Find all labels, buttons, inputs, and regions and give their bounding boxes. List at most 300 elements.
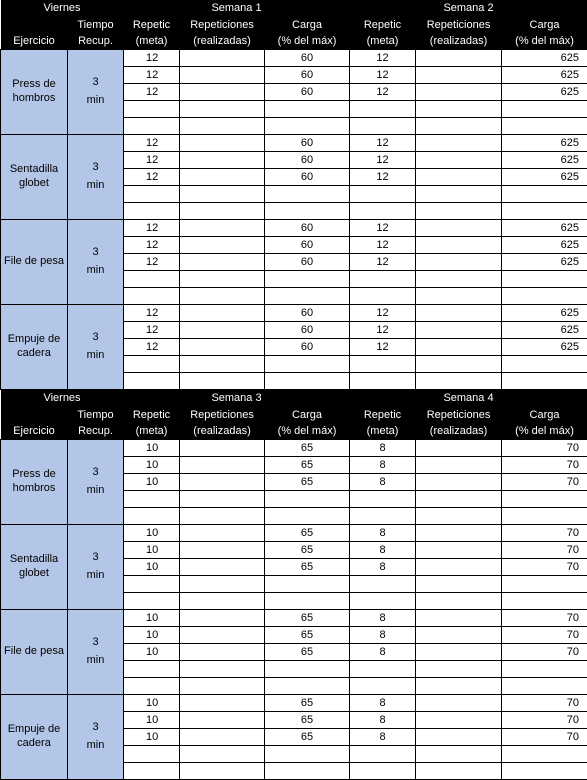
reps-goal-cell xyxy=(124,491,180,508)
reps-done-cell xyxy=(180,763,265,780)
reps-goal-cell: 8 xyxy=(350,440,416,457)
reps-done-cell xyxy=(416,457,502,474)
reps-goal-cell: 12 xyxy=(124,254,180,271)
reps-done-cell xyxy=(416,610,502,627)
reps-done-cell xyxy=(180,593,265,610)
col-header-carga-b: Carga xyxy=(502,17,587,33)
reps-done-cell xyxy=(180,525,265,542)
section-title-row xyxy=(1,0,587,17)
reps-goal-cell: 12 xyxy=(350,237,416,254)
load-cell: 65 xyxy=(265,695,350,712)
reps-done-cell xyxy=(180,84,265,101)
week-b-label: Semana 4 xyxy=(350,390,587,408)
load-cell: 70 xyxy=(502,559,587,576)
reps-done-cell xyxy=(180,271,265,288)
load-cell xyxy=(265,593,350,610)
reps-goal-cell: 12 xyxy=(350,254,416,271)
load-cell: 70 xyxy=(502,542,587,559)
load-cell: 625 xyxy=(502,135,587,152)
reps-done-cell xyxy=(180,661,265,678)
exercise-name: File de pesa xyxy=(1,610,68,695)
load-cell: 65 xyxy=(265,729,350,746)
col-header-recup: Recup. xyxy=(68,33,124,50)
reps-goal-cell: 8 xyxy=(350,729,416,746)
reps-done-cell xyxy=(180,729,265,746)
reps-goal-cell xyxy=(350,661,416,678)
reps-goal-cell: 8 xyxy=(350,457,416,474)
reps-done-cell xyxy=(416,661,502,678)
load-cell: 625 xyxy=(502,50,587,67)
load-cell xyxy=(265,356,350,373)
reps-goal-cell xyxy=(124,118,180,135)
load-cell: 625 xyxy=(502,67,587,84)
table-row xyxy=(1,610,587,627)
day-label: Viernes xyxy=(1,0,124,17)
rest-time xyxy=(68,50,124,135)
reps-goal-cell xyxy=(124,678,180,695)
reps-goal-cell xyxy=(124,101,180,118)
reps-goal-cell xyxy=(350,271,416,288)
reps-goal-cell xyxy=(350,118,416,135)
exercise-name: Sentadilla globet xyxy=(1,525,68,610)
load-cell: 60 xyxy=(265,254,350,271)
reps-goal-cell xyxy=(350,203,416,220)
reps-done-cell xyxy=(180,220,265,237)
col-header-carga-a: Carga xyxy=(265,407,350,423)
reps-goal-cell: 10 xyxy=(124,695,180,712)
reps-done-cell xyxy=(180,542,265,559)
reps-goal-cell: 8 xyxy=(350,474,416,491)
col-header-meta-a: (meta) xyxy=(124,33,180,50)
reps-goal-cell xyxy=(124,746,180,763)
reps-done-cell xyxy=(416,356,502,373)
load-cell: 625 xyxy=(502,84,587,101)
reps-done-cell xyxy=(180,712,265,729)
col-header-repetic-a: Repetic xyxy=(124,407,180,423)
col-header-repetic-a: Repetic xyxy=(124,17,180,33)
col-header-realizadas-b: Repeticiones xyxy=(416,407,502,423)
day-label: Viernes xyxy=(1,390,124,408)
reps-goal-cell: 10 xyxy=(124,542,180,559)
rest-time-unit: min xyxy=(87,179,105,191)
load-cell: 60 xyxy=(265,237,350,254)
reps-done-cell xyxy=(180,305,265,322)
load-cell xyxy=(265,746,350,763)
rest-time-value: 3 xyxy=(92,551,98,563)
col-header-meta-b: (meta) xyxy=(350,33,416,50)
load-cell xyxy=(502,491,587,508)
load-cell: 70 xyxy=(502,729,587,746)
exercise-name: Sentadilla globet xyxy=(1,135,68,220)
reps-goal-cell xyxy=(124,373,180,390)
table-row xyxy=(1,440,587,457)
rest-time-unit: min xyxy=(87,264,105,276)
load-cell: 70 xyxy=(502,474,587,491)
reps-done-cell xyxy=(180,288,265,305)
reps-done-cell xyxy=(180,678,265,695)
load-cell xyxy=(502,203,587,220)
load-cell xyxy=(265,508,350,525)
rest-time xyxy=(68,135,124,220)
load-cell: 70 xyxy=(502,712,587,729)
load-cell xyxy=(502,101,587,118)
reps-goal-cell xyxy=(350,746,416,763)
load-cell xyxy=(265,186,350,203)
reps-done-cell xyxy=(416,627,502,644)
reps-goal-cell: 8 xyxy=(350,559,416,576)
load-cell xyxy=(502,661,587,678)
table-row xyxy=(1,525,587,542)
load-cell xyxy=(265,203,350,220)
reps-done-cell xyxy=(416,525,502,542)
load-cell: 60 xyxy=(265,135,350,152)
reps-done-cell xyxy=(416,593,502,610)
col-header-tiempo: Tiempo xyxy=(68,407,124,423)
reps-goal-cell xyxy=(350,101,416,118)
reps-goal-cell: 12 xyxy=(350,67,416,84)
col-header-realizadas-sub-a: (realizadas) xyxy=(180,423,265,440)
reps-done-cell xyxy=(180,50,265,67)
reps-goal-cell: 12 xyxy=(124,305,180,322)
reps-goal-cell xyxy=(124,203,180,220)
reps-goal-cell: 10 xyxy=(124,457,180,474)
load-cell xyxy=(502,118,587,135)
rest-time-unit: min xyxy=(87,654,105,666)
reps-done-cell xyxy=(180,610,265,627)
load-cell xyxy=(502,746,587,763)
col-header-blank xyxy=(1,407,68,423)
load-cell: 60 xyxy=(265,169,350,186)
rest-time xyxy=(68,220,124,305)
load-cell: 65 xyxy=(265,474,350,491)
section-title-row xyxy=(1,390,587,408)
reps-done-cell xyxy=(180,203,265,220)
column-subheader-row xyxy=(1,423,587,440)
reps-goal-cell: 12 xyxy=(124,169,180,186)
reps-done-cell xyxy=(416,271,502,288)
column-header-row xyxy=(1,407,587,423)
reps-done-cell xyxy=(416,644,502,661)
rest-time xyxy=(68,305,124,390)
load-cell: 625 xyxy=(502,254,587,271)
col-header-realizadas-sub-b: (realizadas) xyxy=(416,423,502,440)
reps-goal-cell xyxy=(124,661,180,678)
load-cell: 625 xyxy=(502,322,587,339)
reps-done-cell xyxy=(180,339,265,356)
load-cell: 65 xyxy=(265,559,350,576)
reps-goal-cell: 8 xyxy=(350,644,416,661)
load-cell xyxy=(265,661,350,678)
load-cell xyxy=(502,271,587,288)
reps-done-cell xyxy=(416,576,502,593)
reps-goal-cell: 12 xyxy=(124,135,180,152)
table-row xyxy=(1,220,587,237)
reps-goal-cell: 8 xyxy=(350,695,416,712)
reps-goal-cell xyxy=(124,356,180,373)
rest-time-unit: min xyxy=(87,349,105,361)
reps-goal-cell: 10 xyxy=(124,440,180,457)
reps-goal-cell: 10 xyxy=(124,712,180,729)
reps-goal-cell: 8 xyxy=(350,542,416,559)
table-row xyxy=(1,135,587,152)
reps-goal-cell xyxy=(350,356,416,373)
reps-done-cell xyxy=(180,152,265,169)
reps-goal-cell xyxy=(350,186,416,203)
reps-goal-cell: 12 xyxy=(350,322,416,339)
reps-done-cell xyxy=(180,237,265,254)
reps-done-cell xyxy=(416,118,502,135)
reps-goal-cell: 12 xyxy=(124,50,180,67)
col-header-max-a: (% del máx) xyxy=(265,423,350,440)
reps-goal-cell xyxy=(350,508,416,525)
table-row xyxy=(1,305,587,322)
col-header-realizadas-a: Repeticiones xyxy=(180,407,265,423)
load-cell: 60 xyxy=(265,220,350,237)
rest-time-unit: min xyxy=(87,569,105,581)
load-cell: 625 xyxy=(502,237,587,254)
reps-done-cell xyxy=(416,50,502,67)
reps-done-cell xyxy=(180,491,265,508)
rest-time xyxy=(68,440,124,525)
col-header-repetic-b: Repetic xyxy=(350,17,416,33)
reps-goal-cell: 12 xyxy=(124,220,180,237)
col-header-realizadas-sub-a: (realizadas) xyxy=(180,33,265,50)
reps-goal-cell xyxy=(350,491,416,508)
rest-time-value: 3 xyxy=(92,721,98,733)
load-cell: 625 xyxy=(502,305,587,322)
reps-goal-cell xyxy=(124,508,180,525)
rest-time-value: 3 xyxy=(92,331,98,343)
load-cell xyxy=(502,356,587,373)
rest-time-value: 3 xyxy=(92,76,98,88)
reps-done-cell xyxy=(416,220,502,237)
exercise-name: Press de hombros xyxy=(1,50,68,135)
load-cell: 625 xyxy=(502,152,587,169)
reps-goal-cell: 8 xyxy=(350,525,416,542)
exercise-name: Empuje de cadera xyxy=(1,305,68,390)
load-cell: 60 xyxy=(265,50,350,67)
reps-goal-cell: 8 xyxy=(350,627,416,644)
reps-done-cell xyxy=(180,135,265,152)
reps-goal-cell xyxy=(350,373,416,390)
exercise-name: File de pesa xyxy=(1,220,68,305)
reps-done-cell xyxy=(180,186,265,203)
load-cell: 65 xyxy=(265,542,350,559)
reps-done-cell xyxy=(416,440,502,457)
reps-goal-cell xyxy=(124,576,180,593)
col-header-max-b: (% del máx) xyxy=(502,33,587,50)
col-header-repetic-b: Repetic xyxy=(350,407,416,423)
rest-time-unit: min xyxy=(87,739,105,751)
reps-done-cell xyxy=(180,118,265,135)
reps-done-cell xyxy=(416,322,502,339)
exercise-name: Empuje de cadera xyxy=(1,695,68,780)
reps-goal-cell: 12 xyxy=(124,67,180,84)
rest-time-value: 3 xyxy=(92,636,98,648)
load-cell xyxy=(502,508,587,525)
load-cell: 65 xyxy=(265,457,350,474)
load-cell: 60 xyxy=(265,67,350,84)
reps-done-cell xyxy=(180,67,265,84)
col-header-ejercicio: Ejercicio xyxy=(1,33,68,50)
reps-goal-cell xyxy=(350,763,416,780)
load-cell: 625 xyxy=(502,220,587,237)
reps-goal-cell: 12 xyxy=(124,84,180,101)
reps-done-cell xyxy=(416,254,502,271)
reps-done-cell xyxy=(416,152,502,169)
reps-done-cell xyxy=(416,135,502,152)
reps-goal-cell: 10 xyxy=(124,610,180,627)
column-header-row xyxy=(1,17,587,33)
reps-goal-cell: 10 xyxy=(124,729,180,746)
load-cell: 70 xyxy=(502,457,587,474)
reps-goal-cell: 8 xyxy=(350,610,416,627)
reps-goal-cell xyxy=(124,186,180,203)
reps-goal-cell: 10 xyxy=(124,627,180,644)
table-row xyxy=(1,695,587,712)
load-cell: 65 xyxy=(265,440,350,457)
reps-goal-cell: 10 xyxy=(124,644,180,661)
rest-time-unit: min xyxy=(87,484,105,496)
reps-goal-cell: 12 xyxy=(350,84,416,101)
col-header-blank xyxy=(1,17,68,33)
load-cell xyxy=(265,491,350,508)
load-cell: 70 xyxy=(502,627,587,644)
reps-done-cell xyxy=(180,627,265,644)
load-cell xyxy=(265,678,350,695)
reps-goal-cell xyxy=(124,763,180,780)
load-cell: 65 xyxy=(265,610,350,627)
week-b-label: Semana 2 xyxy=(350,0,587,17)
col-header-tiempo: Tiempo xyxy=(68,17,124,33)
col-header-max-a: (% del máx) xyxy=(265,33,350,50)
week-a-label: Semana 3 xyxy=(124,390,350,408)
reps-done-cell xyxy=(416,373,502,390)
column-subheader-row xyxy=(1,33,587,50)
load-cell: 65 xyxy=(265,525,350,542)
reps-done-cell xyxy=(180,746,265,763)
reps-goal-cell xyxy=(124,271,180,288)
reps-done-cell xyxy=(416,729,502,746)
reps-done-cell xyxy=(416,559,502,576)
load-cell: 60 xyxy=(265,84,350,101)
col-header-recup: Recup. xyxy=(68,423,124,440)
reps-done-cell xyxy=(416,305,502,322)
reps-done-cell xyxy=(416,508,502,525)
exercise-name: Press de hombros xyxy=(1,440,68,525)
load-cell: 70 xyxy=(502,440,587,457)
load-cell xyxy=(502,576,587,593)
reps-goal-cell xyxy=(350,593,416,610)
table-row xyxy=(1,50,587,67)
reps-goal-cell: 12 xyxy=(124,237,180,254)
load-cell: 60 xyxy=(265,339,350,356)
week-a-label: Semana 1 xyxy=(124,0,350,17)
load-cell: 65 xyxy=(265,712,350,729)
rest-time-value: 3 xyxy=(92,246,98,258)
reps-done-cell xyxy=(416,695,502,712)
reps-goal-cell xyxy=(350,576,416,593)
reps-done-cell xyxy=(416,84,502,101)
col-header-meta-b: (meta) xyxy=(350,423,416,440)
load-cell: 70 xyxy=(502,525,587,542)
load-cell: 625 xyxy=(502,169,587,186)
reps-done-cell xyxy=(416,101,502,118)
load-cell xyxy=(265,271,350,288)
load-cell xyxy=(502,593,587,610)
reps-done-cell xyxy=(180,356,265,373)
reps-done-cell xyxy=(180,559,265,576)
col-header-realizadas-sub-b: (realizadas) xyxy=(416,33,502,50)
load-cell: 65 xyxy=(265,644,350,661)
col-header-meta-a: (meta) xyxy=(124,423,180,440)
load-cell xyxy=(502,763,587,780)
reps-done-cell xyxy=(416,491,502,508)
reps-done-cell xyxy=(416,169,502,186)
reps-goal-cell: 10 xyxy=(124,559,180,576)
reps-done-cell xyxy=(416,678,502,695)
load-cell xyxy=(265,288,350,305)
col-header-realizadas-a: Repeticiones xyxy=(180,17,265,33)
reps-goal-cell: 12 xyxy=(350,135,416,152)
load-cell: 70 xyxy=(502,644,587,661)
load-cell: 70 xyxy=(502,695,587,712)
reps-goal-cell: 12 xyxy=(350,50,416,67)
reps-done-cell xyxy=(416,237,502,254)
reps-goal-cell: 10 xyxy=(124,525,180,542)
reps-goal-cell: 12 xyxy=(124,322,180,339)
reps-done-cell xyxy=(180,169,265,186)
load-cell xyxy=(265,101,350,118)
load-cell: 65 xyxy=(265,627,350,644)
load-cell xyxy=(502,373,587,390)
col-header-ejercicio: Ejercicio xyxy=(1,423,68,440)
rest-time xyxy=(68,695,124,780)
load-cell: 625 xyxy=(502,339,587,356)
reps-goal-cell xyxy=(124,593,180,610)
rest-time-value: 3 xyxy=(92,466,98,478)
reps-goal-cell: 12 xyxy=(124,152,180,169)
rest-time xyxy=(68,525,124,610)
col-header-max-b: (% del máx) xyxy=(502,423,587,440)
reps-done-cell xyxy=(180,254,265,271)
load-cell xyxy=(502,288,587,305)
reps-done-cell xyxy=(416,288,502,305)
reps-done-cell xyxy=(180,373,265,390)
load-cell xyxy=(265,576,350,593)
workout-table-body xyxy=(1,0,587,780)
col-header-carga-b: Carga xyxy=(502,407,587,423)
reps-done-cell xyxy=(416,203,502,220)
reps-goal-cell: 12 xyxy=(124,339,180,356)
reps-done-cell xyxy=(416,746,502,763)
reps-goal-cell: 12 xyxy=(350,339,416,356)
reps-done-cell xyxy=(180,457,265,474)
reps-done-cell xyxy=(180,695,265,712)
reps-done-cell xyxy=(180,101,265,118)
reps-done-cell xyxy=(180,440,265,457)
reps-goal-cell: 10 xyxy=(124,474,180,491)
reps-done-cell xyxy=(416,339,502,356)
reps-done-cell xyxy=(180,474,265,491)
reps-done-cell xyxy=(416,67,502,84)
reps-goal-cell xyxy=(124,288,180,305)
reps-done-cell xyxy=(180,508,265,525)
rest-time-value: 3 xyxy=(92,161,98,173)
reps-done-cell xyxy=(180,576,265,593)
reps-goal-cell: 8 xyxy=(350,712,416,729)
load-cell: 60 xyxy=(265,322,350,339)
